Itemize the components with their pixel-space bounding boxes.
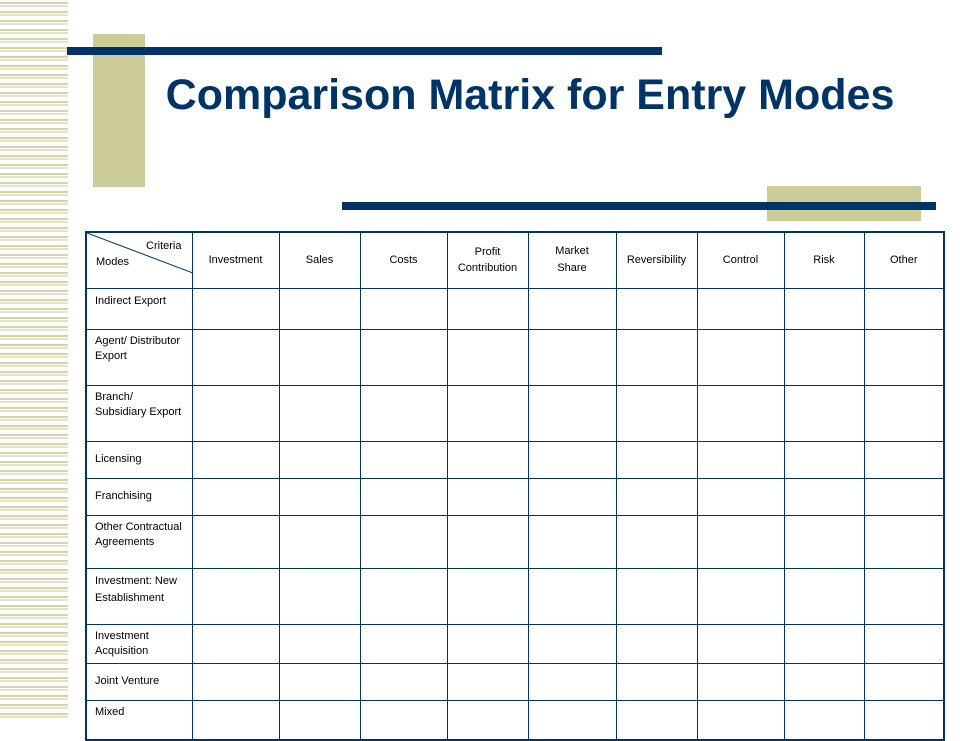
matrix-cell — [447, 478, 528, 515]
matrix-cell — [784, 385, 864, 441]
matrix-cell — [447, 329, 528, 385]
matrix-row — [86, 624, 944, 663]
criteria-header: Investment — [192, 232, 279, 288]
matrix-cell — [447, 441, 528, 478]
matrix-cell — [528, 663, 616, 700]
matrix-cell — [360, 700, 447, 740]
matrix-cell — [784, 329, 864, 385]
mode-label: Licensing — [86, 441, 192, 478]
matrix-cell — [528, 288, 616, 329]
matrix-cell — [864, 515, 944, 568]
accent-block-left — [93, 34, 145, 187]
mode-label: Indirect Export — [86, 288, 192, 329]
matrix-row — [86, 441, 944, 478]
corner-header — [86, 232, 192, 288]
criteria-header: Control — [697, 232, 784, 288]
matrix-body — [86, 288, 944, 740]
matrix-cell — [447, 624, 528, 663]
matrix-cell — [616, 385, 697, 441]
rule-bottom — [342, 202, 936, 210]
comparison-matrix — [85, 231, 945, 741]
matrix-cell — [192, 568, 279, 624]
matrix-row — [86, 288, 944, 329]
matrix-cell — [192, 329, 279, 385]
mode-label: Franchising — [86, 478, 192, 515]
matrix-cell — [279, 478, 360, 515]
criteria-header: Sales — [279, 232, 360, 288]
matrix-cell — [616, 624, 697, 663]
criteria-header: Profit Contribution — [447, 232, 528, 288]
matrix-cell — [447, 568, 528, 624]
matrix-cell — [784, 515, 864, 568]
mode-label: Investment Acquisition — [86, 624, 192, 663]
slide-title: Comparison Matrix for Entry Modes — [165, 71, 895, 119]
mode-label: Branch/ Subsidiary Export — [86, 385, 192, 441]
matrix-cell — [616, 568, 697, 624]
matrix-cell — [616, 478, 697, 515]
matrix-cell — [192, 441, 279, 478]
matrix-cell — [279, 663, 360, 700]
matrix-cell — [192, 288, 279, 329]
matrix-cell — [528, 515, 616, 568]
mode-label: Investment: New Establishment — [86, 568, 192, 624]
matrix-cell — [697, 624, 784, 663]
matrix-cell — [279, 568, 360, 624]
criteria-header: Other — [864, 232, 944, 288]
rule-top — [67, 47, 662, 55]
criteria-header: Risk — [784, 232, 864, 288]
matrix-cell — [864, 288, 944, 329]
matrix-cell — [192, 478, 279, 515]
matrix-cell — [360, 663, 447, 700]
matrix-cell — [784, 568, 864, 624]
matrix-cell — [279, 624, 360, 663]
matrix-cell — [360, 441, 447, 478]
criteria-header: Costs — [360, 232, 447, 288]
matrix-cell — [279, 329, 360, 385]
matrix-cell — [360, 385, 447, 441]
matrix-cell — [864, 700, 944, 740]
matrix-cell — [360, 624, 447, 663]
mode-label: Agent/ Distributor Export — [86, 329, 192, 385]
matrix-cell — [864, 329, 944, 385]
matrix-cell — [697, 700, 784, 740]
matrix-cell — [616, 515, 697, 568]
criteria-header: Reversibility — [616, 232, 697, 288]
matrix-cell — [528, 329, 616, 385]
matrix-cell — [360, 478, 447, 515]
matrix-cell — [616, 329, 697, 385]
matrix-cell — [447, 385, 528, 441]
matrix-cell — [697, 568, 784, 624]
matrix-cell — [784, 624, 864, 663]
matrix-cell — [360, 515, 447, 568]
matrix-cell — [279, 515, 360, 568]
matrix-cell — [192, 663, 279, 700]
matrix-cell — [192, 515, 279, 568]
matrix-cell — [616, 441, 697, 478]
matrix-cell — [360, 568, 447, 624]
matrix-cell — [784, 663, 864, 700]
matrix-row — [86, 515, 944, 568]
criteria-label: Criteria — [146, 240, 182, 252]
matrix-cell — [447, 700, 528, 740]
matrix-cell — [528, 478, 616, 515]
matrix-cell — [784, 700, 864, 740]
matrix-cell — [192, 624, 279, 663]
matrix-cell — [528, 568, 616, 624]
matrix-cell — [616, 663, 697, 700]
matrix-cell — [697, 385, 784, 441]
matrix-cell — [864, 385, 944, 441]
matrix-cell — [528, 700, 616, 740]
matrix-row — [86, 568, 944, 624]
criteria-header: Market Share — [528, 232, 616, 288]
matrix-cell — [360, 288, 447, 329]
matrix-cell — [784, 478, 864, 515]
matrix-cell — [528, 441, 616, 478]
left-striped-band — [0, 0, 68, 720]
matrix-cell — [864, 478, 944, 515]
matrix-cell — [697, 329, 784, 385]
matrix-cell — [864, 441, 944, 478]
matrix-row — [86, 700, 944, 740]
matrix-cell — [784, 288, 864, 329]
matrix-cell — [279, 441, 360, 478]
matrix-cell — [279, 385, 360, 441]
matrix-cell — [864, 568, 944, 624]
matrix-cell — [697, 288, 784, 329]
matrix-cell — [528, 385, 616, 441]
matrix-cell — [784, 441, 864, 478]
matrix-cell — [447, 515, 528, 568]
matrix-cell — [864, 663, 944, 700]
matrix-cell — [616, 288, 697, 329]
matrix-cell — [697, 515, 784, 568]
modes-label: Modes — [96, 256, 130, 268]
matrix-cell — [528, 624, 616, 663]
mode-label: Joint Venture — [86, 663, 192, 700]
matrix-cell — [192, 700, 279, 740]
matrix-cell — [192, 385, 279, 441]
matrix-cell — [697, 441, 784, 478]
mode-label: Mixed — [86, 700, 192, 740]
matrix-cell — [360, 329, 447, 385]
mode-label: Other Contractual Agreements — [86, 515, 192, 568]
matrix-cell — [279, 288, 360, 329]
matrix-cell — [447, 288, 528, 329]
matrix-row — [86, 329, 944, 385]
matrix-cell — [697, 663, 784, 700]
matrix-row — [86, 385, 944, 441]
matrix-cell — [616, 700, 697, 740]
matrix-cell — [447, 663, 528, 700]
matrix-cell — [697, 478, 784, 515]
matrix-cell — [864, 624, 944, 663]
matrix-row — [86, 478, 944, 515]
matrix-row — [86, 663, 944, 700]
matrix-cell — [279, 700, 360, 740]
